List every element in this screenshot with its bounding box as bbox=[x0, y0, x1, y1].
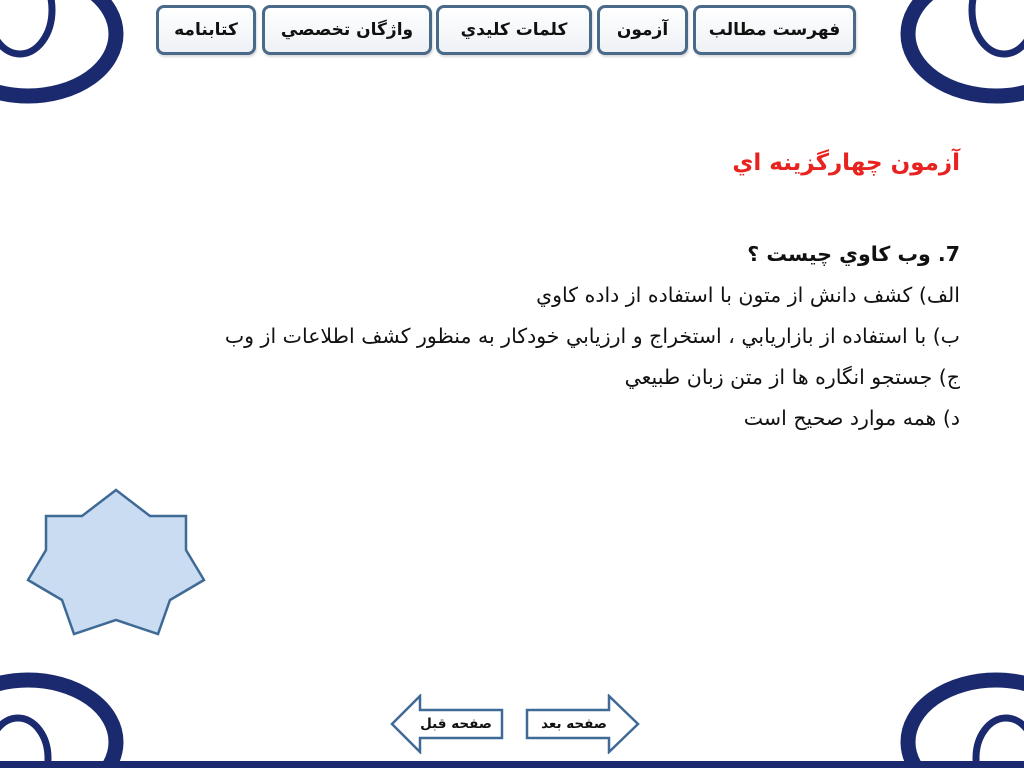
toc-button-label: فهرست مطالب bbox=[708, 20, 841, 40]
option-a[interactable]: الف) كشف دانش از متون با استفاده از داده كاوي bbox=[536, 283, 960, 307]
page-title: آزمون چهارگزینه اي bbox=[732, 150, 960, 176]
bibliography-button[interactable] bbox=[156, 5, 256, 55]
corner-ornament-bottom-right bbox=[884, 658, 1024, 768]
bibliography-button-label: كتابنامه bbox=[174, 20, 238, 40]
corner-ornament-top-left bbox=[0, 0, 140, 110]
glossary-button-label: واژگان تخصصي bbox=[280, 20, 414, 40]
option-c[interactable]: ج) جستجو انگاره ها از متن زبان طبيعي bbox=[624, 365, 960, 389]
previous-page-button[interactable] bbox=[390, 694, 504, 754]
top-navigation bbox=[156, 5, 856, 59]
table-of-contents-button[interactable] bbox=[693, 5, 856, 55]
option-d[interactable]: د) همه موارد صحيح است bbox=[743, 406, 960, 430]
corner-ornament-bottom-left bbox=[0, 658, 140, 768]
keywords-button[interactable] bbox=[436, 5, 592, 55]
next-page-label: صفحه بعد bbox=[541, 716, 607, 732]
glossary-button[interactable] bbox=[262, 5, 432, 55]
footer-bar bbox=[0, 761, 1024, 768]
option-b[interactable]: ب) با استفاده از بازاريابي ، استخراج و ارزيابي خودكار به منظور كشف اطلاعات از وب bbox=[224, 324, 960, 348]
eight-point-star-icon bbox=[26, 488, 206, 636]
next-page-button[interactable] bbox=[525, 694, 640, 754]
previous-page-label: صفحه قبل bbox=[420, 716, 492, 732]
question-block bbox=[120, 234, 960, 439]
corner-ornament-top-right bbox=[884, 0, 1024, 110]
quiz-button[interactable] bbox=[597, 5, 688, 55]
quiz-button-label: آزمون bbox=[616, 20, 669, 40]
keywords-button-label: كلمات كليدي bbox=[460, 20, 568, 40]
question-text: 7. وب كاوي چيست ؟ bbox=[747, 242, 960, 266]
